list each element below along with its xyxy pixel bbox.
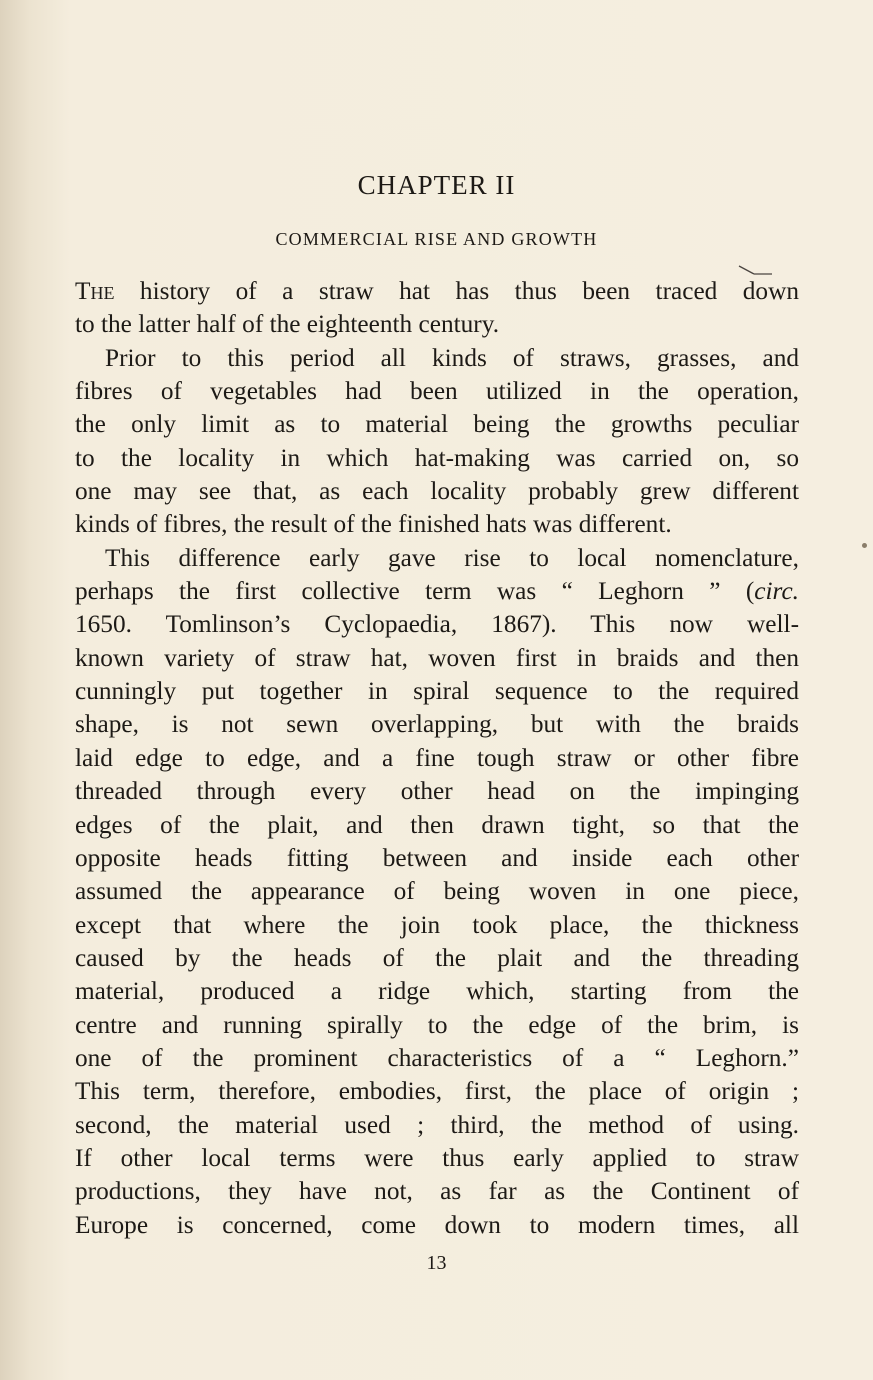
chapter-subtitle: COMMERCIAL RISE AND GROWTH (275, 229, 598, 249)
text-line (75, 1209, 799, 1242)
text-line (75, 475, 799, 508)
text-line (75, 708, 799, 741)
text-line-content: second, the material used ; third, the method of using. (75, 1110, 799, 1139)
text-line (75, 1042, 799, 1075)
text-line (75, 942, 799, 975)
text-line (75, 608, 799, 641)
text-line (75, 542, 799, 575)
text-line-content: Europe is concerned, come down to modern times, all (75, 1210, 799, 1239)
text-line (75, 1075, 799, 1108)
text-line-content: assumed the appearance of being woven in one piece, (75, 877, 799, 906)
body-text (75, 275, 799, 1242)
text-line (75, 909, 799, 942)
text-line-content: threaded through every other head on the impinging (75, 777, 799, 806)
text-line (75, 742, 799, 775)
text-line (75, 975, 799, 1008)
text-line (75, 775, 799, 808)
text-line (75, 1109, 799, 1142)
text-line-content: This difference early gave rise to local nomenclature, (105, 543, 799, 572)
text-line (75, 275, 799, 308)
text-line-content: shape, is not sewn overlapping, but with the braids (75, 710, 799, 739)
text-line-content: cunningly put together in spiral sequence to the required (75, 677, 799, 706)
chapter-title: CHAPTER II (357, 170, 516, 200)
text-line-content: one may see that, as each locality probably grew different (75, 477, 799, 506)
text-line-content: laid edge to edge, and a fine tough straw or other fibre (75, 743, 799, 772)
text-line-content: edges of the plait, and then drawn tight, so that the (75, 810, 799, 839)
text-line-content: centre and running spirally to the edge of the brim, is (75, 1010, 799, 1039)
text-line-content: caused by the heads of the plait and the threading (75, 943, 799, 972)
paper-speck (862, 543, 867, 548)
text-line-content: This term, therefore, embodies, first, the place of origin ; (75, 1077, 799, 1106)
text-line (75, 842, 799, 875)
text-line-content: the only limit as to material being the growths peculiar (75, 410, 799, 439)
text-line (75, 408, 799, 441)
text-line-content: history of a straw hat has thus been traced down (114, 277, 799, 305)
page-number: 13 (426, 1252, 447, 1274)
text-line (75, 575, 799, 608)
text-line (75, 1175, 799, 1208)
text-line-content: Prior to this period all kinds of straws, grasses, and (105, 343, 799, 372)
text-line-content: known variety of straw hat, woven first in braids and then (75, 643, 799, 672)
text-line (75, 1009, 799, 1042)
text-line (75, 375, 799, 408)
text-line (75, 875, 799, 908)
text-line (75, 809, 799, 842)
text-line-content: to the locality in which hat-making was carried on, so (75, 443, 799, 472)
text-line-content: kinds of fibres, the result of the finished hats was different. (75, 510, 672, 539)
text-line-content: perhaps the first collective term was “ Leghorn ” (circ. (75, 577, 799, 606)
text-line (75, 675, 799, 708)
text-line-content: opposite heads fitting between and inside each other (75, 843, 799, 872)
text-line-content: productions, they have not, as far as the Continent of (75, 1177, 799, 1206)
text-line-content: fibres of vegetables had been utilized in the operation, (75, 377, 799, 406)
text-line-content: except that where the join took place, the thickness (75, 910, 799, 939)
text-line-content: If other local terms were thus early applied to straw (75, 1143, 799, 1172)
text-line-content: 1650. Tomlinson’s Cyclopaedia, 1867). This now well- (75, 610, 799, 639)
text-line (75, 1142, 799, 1175)
text-line (75, 642, 799, 675)
text-line (75, 308, 799, 341)
text-line (75, 342, 799, 375)
text-line (75, 508, 799, 541)
text-line-content: material, produced a ridge which, starting from the (75, 977, 799, 1006)
text-line-content: to the latter half of the eighteenth century. (75, 310, 500, 339)
drop-word: The (75, 277, 115, 305)
text-line-content: one of the prominent characteristics of a “ Leghorn.” (75, 1043, 799, 1072)
text-line (75, 442, 799, 475)
